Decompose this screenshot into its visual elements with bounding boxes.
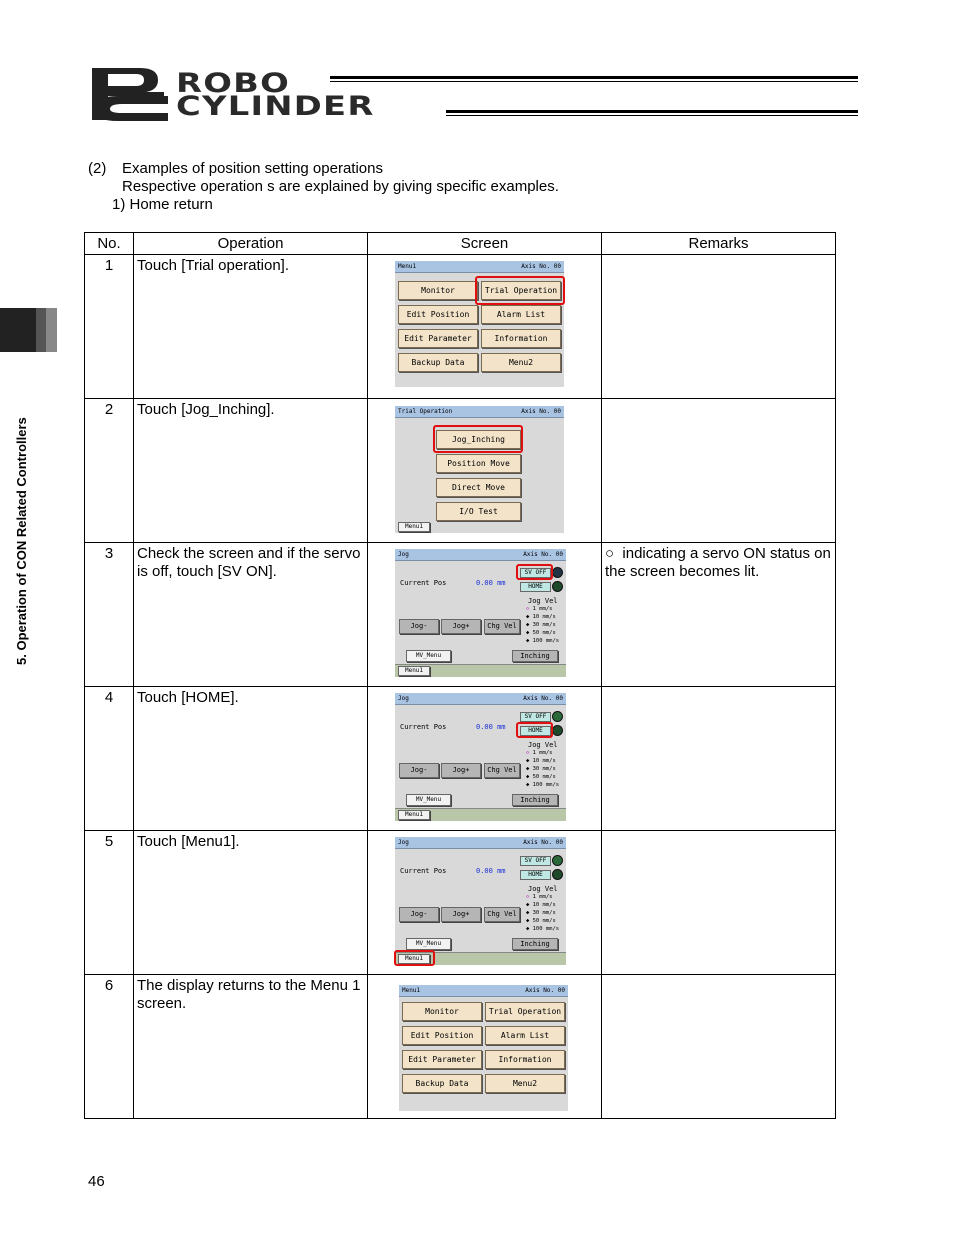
row-operation: Touch [Menu1]. [134,831,368,975]
screen-titlebar: Menu1 Axis No. 00 [399,985,568,997]
table-row [85,399,836,543]
row-remarks [602,255,836,399]
jog-screen [395,549,566,677]
operation-table [84,232,836,1119]
row-remarks [602,831,836,975]
jog-inching-button[interactable]: Jog_Inching [436,430,521,449]
jog-screen [395,837,566,965]
servo-on-indicator-icon: ○ [605,545,615,562]
information-button[interactable]: Information [481,329,561,348]
backup-data-button[interactable]: Backup Data [402,1074,482,1093]
home-status-led-icon [552,869,563,880]
remark-text: indicating a servo ON status on the screen becomes lit. [605,545,831,580]
direct-move-button[interactable]: Direct Move [436,478,521,497]
header-screen: Screen [368,233,602,255]
section-number: (2) [88,160,107,177]
home-status-led-icon [552,725,563,736]
backup-data-button[interactable]: Backup Data [398,353,478,372]
jog-vel-option[interactable]: ◆ 50 mm/s [526,630,556,636]
logo-text-robo: ROBO [176,68,291,99]
row-operation: Touch [Jog_Inching]. [134,399,368,543]
mv-menu-button[interactable]: MV_Menu [406,794,451,806]
jog-plus-button[interactable]: Jog+ [441,619,481,634]
row-screen [368,831,602,975]
mv-menu-button[interactable]: MV_Menu [406,938,451,950]
menu1-button[interactable]: Menu1 [398,666,430,676]
rc-logo-mark [88,66,170,122]
highlight-box [433,425,523,453]
highlight-box [516,722,553,738]
row-number: 4 [85,687,134,831]
jog-vel-option[interactable]: ◆ 30 mm/s [526,766,556,772]
jog-vel-option[interactable]: ◆ 10 mm/s [526,902,556,908]
row-number: 6 [85,975,134,1119]
edit-position-button[interactable]: Edit Position [402,1026,482,1045]
chapter-tab-shade [36,308,46,352]
jog-vel-label: Jog Vel [528,741,558,749]
highlight-box [516,564,553,580]
table-row [85,831,836,975]
page-number: 46 [88,1173,105,1190]
servo-status-led-icon [552,567,563,578]
jog-vel-label: Jog Vel [528,885,558,893]
current-pos-label: Current Pos [400,867,447,875]
logo-text-cylinder: CYLINDER [176,91,375,122]
jog-minus-button[interactable]: Jog- [399,907,439,922]
row-operation: Touch [HOME]. [134,687,368,831]
home-button[interactable]: HOME [520,726,551,736]
section-description: Respective operation s are explained by giving specific examples. [122,178,559,195]
menu1-screen [395,261,564,387]
jog-vel-option[interactable]: ◆ 50 mm/s [526,918,556,924]
trial-operation-screen [395,406,564,533]
sv-off-button[interactable]: SV OFF [520,712,551,722]
jog-minus-button[interactable]: Jog- [399,763,439,778]
sv-off-button[interactable]: SV OFF [520,568,551,578]
jog-vel-option[interactable]: ◆ 30 mm/s [526,910,556,916]
menu2-button[interactable]: Menu2 [481,353,561,372]
jog-plus-button[interactable]: Jog+ [441,763,481,778]
jog-vel-option[interactable]: ◇ 1 mm/s [526,894,553,900]
row-remarks [602,975,836,1119]
change-velocity-button[interactable]: Chg Vel [484,763,520,778]
jog-vel-option[interactable]: ◆ 50 mm/s [526,774,556,780]
jog-vel-option[interactable]: ◆ 100 mm/s [526,638,560,644]
servo-status-led-icon [552,855,563,866]
row-remarks [602,687,836,831]
information-button[interactable]: Information [485,1050,565,1069]
jog-minus-button[interactable]: Jog- [399,619,439,634]
menu2-button[interactable]: Menu2 [485,1074,565,1093]
row-number: 2 [85,399,134,543]
change-velocity-button[interactable]: Chg Vel [484,907,520,922]
row-screen [368,687,602,831]
row-remarks [602,543,836,687]
inching-button[interactable]: Inching [512,650,558,662]
menu1-button[interactable]: Menu1 [398,954,430,964]
screen-titlebar: Trial Operation Axis No. 00 [395,406,564,418]
chapter-tab-shade-light [46,308,57,352]
jog-vel-option[interactable]: ◇ 1 mm/s [526,750,553,756]
jog-vel-option[interactable]: ◆ 10 mm/s [526,614,556,620]
servo-status-led-icon [552,711,563,722]
jog-vel-option[interactable]: ◆ 30 mm/s [526,622,556,628]
table-row [85,687,836,831]
alarm-list-button[interactable]: Alarm List [481,305,561,324]
header-rule-top [330,76,858,79]
inching-button[interactable]: Inching [512,938,558,950]
screen-titlebar: Jog Axis No. 00 [395,693,566,705]
edit-parameter-button[interactable]: Edit Parameter [402,1050,482,1069]
subsection-title: 1) Home return [112,196,213,213]
row-remarks [602,399,836,543]
jog-vel-option[interactable]: ◇ 1 mm/s [526,606,553,612]
jog-screen [395,693,566,821]
trial-operation-button[interactable]: Trial Operation [481,281,561,300]
edit-position-button[interactable]: Edit Position [398,305,478,324]
header-rule-bottom-thin [446,115,858,116]
jog-vel-option[interactable]: ◆ 100 mm/s [526,926,560,932]
chapter-tab [0,308,36,352]
section-title: Examples of position setting operations [122,160,383,177]
current-pos-value: 0.00 mm [476,867,506,875]
monitor-button[interactable]: Monitor [398,281,478,300]
chapter-side-label: 5. Operation of CON Related Controllers [14,417,29,665]
change-velocity-button[interactable]: Chg Vel [484,619,520,634]
row-number: 5 [85,831,134,975]
row-number: 3 [85,543,134,687]
header-rule-bottom [446,110,858,113]
menu1-button[interactable]: Menu1 [398,522,430,532]
highlight-box [475,276,565,305]
home-status-led-icon [552,581,563,592]
row-operation: Check the screen and if the servo is off, touch [SV ON]. [134,543,368,687]
io-test-button[interactable]: I/O Test [436,502,521,521]
jog-plus-button[interactable]: Jog+ [441,907,481,922]
row-number: 1 [85,255,134,399]
current-pos-value: 0.00 mm [476,579,506,587]
menu1-button[interactable]: Menu1 [398,810,430,820]
table-row [85,255,836,399]
row-operation: The display returns to the Menu 1 screen. [134,975,368,1119]
screen-titlebar: Jog Axis No. 00 [395,837,566,849]
header-operation: Operation [134,233,368,255]
jog-vel-option[interactable]: ◆ 100 mm/s [526,782,560,788]
highlight-box [394,950,435,966]
screen-titlebar: Menu1 Axis No. 00 [395,261,564,273]
table-row [85,975,836,1119]
row-operation: Touch [Trial operation]. [134,255,368,399]
alarm-list-button[interactable]: Alarm List [485,1026,565,1045]
row-screen [368,975,602,1119]
home-button[interactable]: HOME [520,582,551,592]
row-screen [368,255,602,399]
current-pos-label: Current Pos [400,579,447,587]
position-move-button[interactable]: Position Move [436,454,521,473]
table-header-row [85,233,836,255]
current-pos-label: Current Pos [400,723,447,731]
header-rule-top-thin [330,81,858,82]
row-screen [368,543,602,687]
inching-button[interactable]: Inching [512,794,558,806]
trial-operation-button[interactable]: Trial Operation [485,1002,565,1021]
home-button[interactable]: HOME [520,870,551,880]
current-pos-value: 0.00 mm [476,723,506,731]
monitor-button[interactable]: Monitor [402,1002,482,1021]
mv-menu-button[interactable]: MV_Menu [406,650,451,662]
table-row [85,543,836,687]
jog-vel-label: Jog Vel [528,597,558,605]
menu1-screen [399,985,568,1111]
edit-parameter-button[interactable]: Edit Parameter [398,329,478,348]
header-remarks: Remarks [602,233,836,255]
screen-titlebar: Jog Axis No. 00 [395,549,566,561]
sv-off-button[interactable]: SV OFF [520,856,551,866]
header-no: No. [85,233,134,255]
row-screen [368,399,602,543]
jog-vel-option[interactable]: ◆ 10 mm/s [526,758,556,764]
